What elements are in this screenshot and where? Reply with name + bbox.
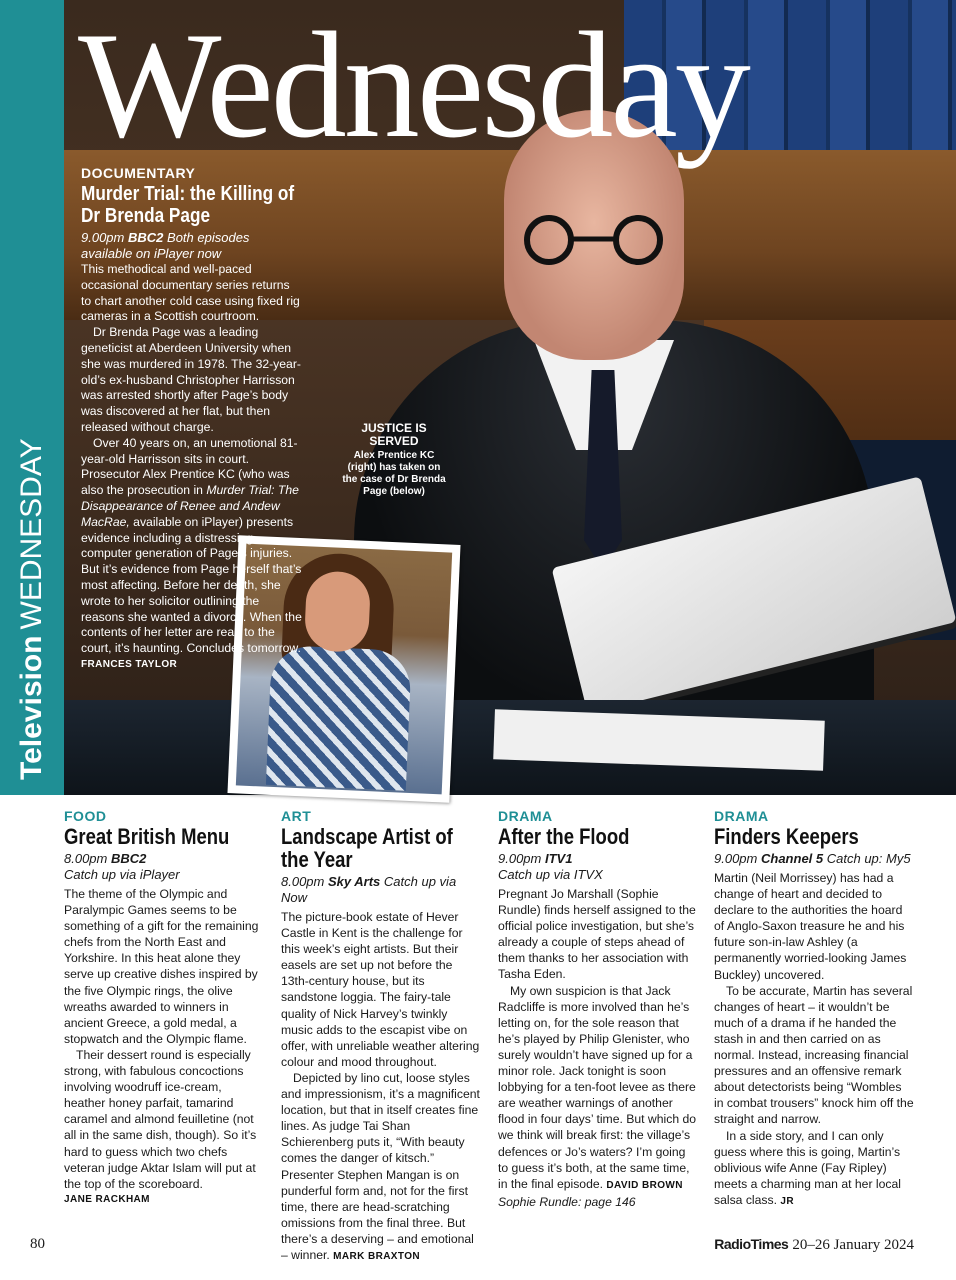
photo-caption [340, 422, 448, 498]
paragraph: This methodical and well-paced occasional documentary series returns to chart another cold case using fixed rig cameras in a Scottish courtroom. [81, 262, 300, 324]
art-article [281, 808, 481, 1265]
caption-head: JUSTICE IS SERVED [361, 421, 427, 448]
programme-title: Great British Menu [64, 824, 230, 849]
byline: JANE RACKHAM [64, 1193, 150, 1205]
page-number: 80 [30, 1236, 45, 1252]
page-title: Wednesday [78, 1, 748, 169]
byline: JR [780, 1195, 794, 1207]
genre-label: ART [281, 808, 312, 824]
documentary-article [81, 165, 303, 670]
genre-label: DOCUMENTARY [81, 165, 196, 181]
programme-meta: 9.00pm Channel 5 Catch up: My5 [714, 851, 911, 866]
caption-text: Alex Prentice KC (right) has taken on the case of Dr Brenda Page (below) [342, 450, 446, 497]
byline: FRANCES TAYLOR [81, 658, 178, 670]
paragraph: The theme of the Olympic and Paralympic Games seems to be something of a gift for the remaining chefs from the North East and Yorkshire. In this heat alone they serve up creative dishes inspired by the five Olympic rings, the olive wreaths awarded to winners in ancient Greece, a gold medal, a stopwatch and the Olympic flame. [64, 887, 259, 1046]
paragraph: Pregnant Jo Marshall (Sophie Rundle) finds herself assigned to the official police investigation, but she’s already a couple of steps ahead of them thanks to her association with Tasha Eden. [498, 887, 696, 982]
programme-title: Finders Keepers [714, 824, 859, 849]
programme-meta: 8.00pm BBC2 Catch up via iPlayer [64, 851, 180, 882]
programme-meta: 9.00pm ITV1 Catch up via ITVX [498, 851, 603, 882]
programme-title: Murder Trial: the Killing of Dr Brenda Page [81, 183, 295, 227]
paragraph: My own suspicion is that Jack Radcliffe is more involved than he’s letting on, for the sole reason that he’s played by Philip Glenister, who surely wouldn’t have signed up for a minor role. Jack tonight is soon lobbying for a ten-foot levee as there are weather warnings of another flood in four days’ time. But which do we think will break first: the village’s defences or Jo’s waters? I’m going to guess it’s both, at the same time, in the final episode. DAVID BROWN [498, 983, 697, 1191]
paragraph: To be accurate, Martin has several changes of heart – it wouldn’t be much of a drama if he handed the stash in and then carried on as normal. Instead, increasing financial pressures and an offensive remark about detectorists being “Wombles in combat trousers” knock him off the straight and narrow. [714, 983, 914, 1127]
paragraph: In a side story, and I can only guess where this is going, Martin’s oblivious wife Anne (Fay Ripley) meets a charming man at her local salsa class. JR [714, 1128, 901, 1207]
glasses-shape [511, 215, 676, 265]
byline: DAVID BROWN [606, 1179, 683, 1191]
byline: MARK BRAXTON [333, 1250, 421, 1262]
section-label-day: WEDNESDAY [15, 438, 48, 630]
after-the-flood-article [498, 808, 698, 1210]
genre-label: DRAMA [498, 808, 553, 824]
paragraph: The picture-book estate of Hever Castle in Kent is the challenge for this week’s eight artists. But their easels are set up not before the 13th-century house, but its sandstone loggia. The fairy-tale quality of Nick Harvey’s twinkly music adds to the escapist vibe on offer, with unreliable weather altering colour and mood throughout. [281, 910, 480, 1069]
issue-dates: 20–26 January 2024 [792, 1237, 914, 1253]
paragraph: Over 40 years on, an unemotional 81-year-old Harrisson sits in court. Prosecutor Alex Prentice KC (who was also the prosecution in Murder Trial: The Disappearance of Renee and Andew MacRae, available on iPlayer) presents evidence including a distressing computer generation of Page’s injuries. But it’s evidence from Page herself that’s most affecting. Before her death, she wrote to her solicitor outlining the reasons she wanted a divorce. When the contents of her letter are read to the court, it’s haunting. Concludes tomorrow. [81, 435, 302, 656]
genre-label: FOOD [64, 808, 107, 824]
programme-meta: 9.00pm BBC2 Both episodes available on iPlayer now [81, 230, 250, 261]
section-label [12, 438, 52, 780]
paragraph: Dr Brenda Page was a leading geneticist at Aberdeen University when she was murdered in 1978. The 32-year-old’s ex-husband Christopher Harrisson was arrested shortly after Page’s body was discovered at her flat, but then released without charge. [81, 325, 301, 434]
food-article [64, 808, 264, 1205]
brand-logo: RadioTimes [714, 1236, 789, 1252]
paragraph: Depicted by lino cut, loose styles and impressionism, it’s a magnificent location, but that in itself creates fine lines. As judge Tai Shan Schierenberg puts it, “With beauty comes the danger of kitsch.” Presenter Stephen Mangan is on punderful form and, not for the first time, there are head-scratching omissions from the final three. But there’s a deserving – and emotional – winner. MARK BRAXTON [281, 1070, 480, 1262]
page-reference: Sophie Rundle: page 146 [498, 1194, 636, 1209]
programme-meta: 8.00pm Sky Arts Catch up via Now [281, 874, 457, 905]
genre-label: DRAMA [714, 808, 769, 824]
paragraph: Their dessert round is especially strong, with fabulous concoctions involving woodruff ice-cream, heather honey parfait, tamarind caramel and almond feuilletine (not all in the same dish, though). So it’s hard to guess which two chefs veteran judge Aktar Islam will put at the top of the scoreboard. [64, 1047, 257, 1191]
programme-title: After the Flood [498, 824, 630, 849]
section-label-bold: Television [15, 635, 48, 780]
footer-issue [714, 1236, 914, 1254]
finders-keepers-article [714, 808, 914, 1210]
paragraph: Martin (Neil Morrissey) has had a change of heart and decided to declare to the authorities the hoard of Anglo-Saxon treasure he and his future son-in-law Ashley (a permanently worried-looking James Buckley) uncovered. [714, 871, 907, 982]
programme-title: Landscape Artist of the Year [281, 824, 453, 872]
